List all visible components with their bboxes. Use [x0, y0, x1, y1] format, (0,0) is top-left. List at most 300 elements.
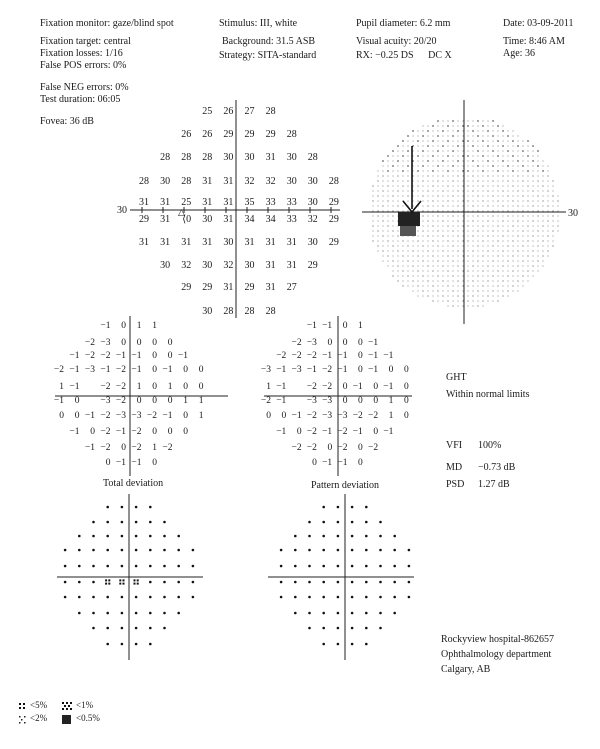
grayscale-stipple — [507, 150, 509, 152]
grayscale-stipple — [463, 191, 464, 192]
grayscale-stipple — [483, 176, 484, 177]
grayscale-stipple — [392, 195, 393, 196]
grayscale-stipple — [438, 191, 439, 192]
total-deviation-value: −1 — [115, 427, 126, 437]
grayscale-stipple — [377, 195, 378, 196]
grayscale-stipple — [488, 256, 489, 257]
grayscale-stipple — [472, 175, 473, 176]
probability-dot — [308, 581, 311, 584]
grayscale-plot — [362, 100, 578, 324]
probability-dot — [106, 596, 109, 599]
grayscale-stipple — [427, 220, 428, 221]
grayscale-stipple — [473, 126, 474, 127]
grayscale-stipple — [398, 151, 399, 152]
grayscale-stipple — [543, 191, 544, 192]
probability-dot — [149, 506, 152, 509]
total-deviation-value: 1 — [183, 396, 188, 406]
sensitivity-value: 25 — [202, 106, 213, 117]
sensitivity-value: 30 — [286, 152, 297, 163]
grayscale-stipple — [432, 240, 433, 241]
grayscale-stipple — [513, 231, 514, 232]
grayscale-stipple — [508, 131, 509, 132]
grayscale-stipple — [497, 270, 498, 271]
grayscale-stipple — [452, 120, 454, 122]
probability-dot — [322, 535, 325, 538]
grayscale-stipple — [383, 261, 384, 262]
grayscale-stipple — [453, 156, 454, 157]
grayscale-stipple — [492, 195, 493, 196]
grayscale-stipple — [418, 166, 419, 167]
grayscale-stipple — [462, 185, 463, 186]
grayscale-stipple — [443, 151, 444, 152]
grayscale-stipple — [448, 161, 449, 162]
grayscale-stipple — [492, 230, 493, 231]
pattern-deviation-value: −2 — [367, 443, 379, 453]
grayscale-stipple — [533, 241, 534, 242]
grayscale-stipple — [478, 176, 479, 177]
grayscale-stipple — [458, 211, 459, 212]
grayscale-stipple — [548, 196, 549, 197]
sensitivity-value: 28 — [223, 306, 234, 317]
probability-dot — [308, 521, 311, 524]
grayscale-stipple — [487, 235, 488, 236]
grayscale-stipple — [423, 206, 424, 207]
probability-symbol-lt5 — [134, 583, 136, 585]
grayscale-stipple — [518, 216, 519, 217]
grayscale-stipple — [477, 290, 478, 291]
total-deviation-value: −2 — [115, 382, 126, 392]
pattern-deviation-value: 0 — [358, 338, 363, 348]
pattern-deviation-value: −1 — [337, 351, 348, 361]
grayscale-stipple — [392, 230, 393, 231]
grayscale-stipple — [428, 126, 429, 127]
total-deviation-value: −2 — [131, 427, 142, 437]
grayscale-stipple — [473, 216, 474, 217]
total-deviation-value: 0 — [198, 382, 204, 392]
grayscale-stipple — [503, 166, 504, 167]
grayscale-stipple — [453, 186, 454, 187]
grayscale-stipple — [472, 280, 473, 281]
grayscale-stipple — [433, 216, 434, 217]
grayscale-stipple — [453, 301, 454, 302]
probability-dot — [106, 627, 109, 630]
pattern-deviation-value: 0 — [296, 427, 302, 437]
pattern-deviation-value: −3 — [260, 365, 271, 375]
pattern-deviation-value: −1 — [367, 365, 379, 375]
grayscale-stipple — [478, 221, 479, 222]
grayscale-stipple — [403, 261, 404, 262]
grayscale-stipple — [417, 170, 419, 172]
grayscale-stipple — [417, 285, 418, 286]
grayscale-stipple — [427, 205, 428, 206]
grayscale-stipple — [502, 190, 503, 191]
grayscale-stipple — [448, 211, 449, 212]
grayscale-stipple — [507, 245, 508, 246]
pattern-deviation-value: −1 — [367, 351, 379, 361]
grayscale-stipple — [438, 281, 439, 282]
probability-dot — [337, 565, 340, 568]
ght-title: GHT — [446, 372, 467, 383]
grayscale-stipple — [508, 146, 509, 147]
grayscale-stipple — [508, 186, 509, 187]
grayscale-stipple — [443, 216, 444, 217]
grayscale-stipple — [498, 266, 499, 267]
probability-dot — [92, 549, 95, 552]
probability-dot — [135, 612, 138, 615]
grayscale-stipple — [482, 240, 483, 241]
sensitivity-value: 30 — [202, 306, 213, 317]
grayscale-stipple — [403, 196, 404, 197]
grayscale-stipple — [493, 161, 494, 162]
grayscale-stipple — [383, 246, 384, 247]
grayscale-stipple — [393, 266, 394, 267]
grayscale-stipple — [498, 211, 499, 212]
grayscale-stipple — [468, 266, 469, 267]
grayscale-stipple — [438, 251, 439, 252]
total-deviation-value: −2 — [115, 365, 126, 375]
grayscale-stipple — [537, 210, 538, 211]
grayscale-stipple — [398, 256, 399, 257]
grayscale-stipple — [478, 281, 479, 282]
grayscale-stipple — [487, 175, 488, 176]
grayscale-stipple — [538, 171, 539, 172]
grayscale-stipple — [512, 200, 513, 201]
probability-dot — [408, 549, 411, 552]
grayscale-stipple — [513, 151, 514, 152]
grayscale-stipple — [503, 261, 504, 262]
grayscale-stipple — [402, 285, 403, 286]
grayscale-stipple — [388, 231, 389, 232]
probability-dot — [393, 549, 396, 552]
grayscale-stipple — [508, 171, 509, 172]
grayscale-stipple — [423, 241, 424, 242]
grayscale-stipple — [503, 246, 504, 247]
grayscale-stipple — [428, 141, 429, 142]
grayscale-stipple — [503, 211, 504, 212]
grayscale-stipple — [527, 240, 528, 241]
grayscale-stipple — [392, 260, 393, 261]
grayscale-stipple — [467, 125, 469, 127]
grayscale-stipple — [527, 200, 528, 201]
pattern-deviation-value: −2 — [306, 351, 317, 361]
total-deviation-value: −1 — [100, 365, 111, 375]
grayscale-stipple — [463, 261, 464, 262]
grayscale-stipple — [437, 210, 438, 211]
pattern-deviation-value: −2 — [322, 382, 333, 392]
sensitivity-value: 31 — [202, 176, 213, 187]
grayscale-stipple — [463, 291, 464, 292]
grayscale-stipple — [503, 226, 504, 227]
grayscale-stipple — [463, 246, 464, 247]
probability-dot — [351, 627, 354, 630]
grayscale-stipple — [493, 131, 494, 132]
sensitivity-value: 28 — [181, 152, 192, 163]
grayscale-stipple — [428, 196, 429, 197]
grayscale-stipple — [533, 196, 534, 197]
grayscale-stipple — [432, 225, 433, 226]
grayscale-stipple — [487, 205, 488, 206]
grayscale-stipple — [488, 246, 489, 247]
sensitivity-value: 28 — [181, 176, 192, 187]
grayscale-stipple — [508, 226, 509, 227]
sensitivity-value: 29 — [139, 214, 149, 225]
grayscale-stipple — [487, 265, 488, 266]
grayscale-stipple — [538, 186, 539, 187]
grayscale-stipple — [428, 226, 429, 227]
grayscale-stipple — [438, 241, 439, 242]
sensitivity-value: 28 — [286, 129, 297, 140]
sensitivity-value: 29 — [244, 129, 255, 140]
probability-dot — [408, 581, 411, 584]
test-duration: Test duration: 06:05 — [40, 94, 121, 105]
grayscale-stipple — [423, 131, 424, 132]
grayscale-stipple — [543, 196, 544, 197]
sensitivity-value: 29 — [202, 282, 213, 293]
sensitivity-value: 33 — [286, 197, 297, 208]
probability-dot — [177, 612, 180, 615]
grayscale-stipple — [468, 306, 469, 307]
probability-dot — [379, 612, 382, 615]
probability-dot — [78, 549, 81, 552]
grayscale-stipple — [403, 246, 404, 247]
grayscale-stipple — [502, 220, 503, 221]
grayscale-stipple — [478, 286, 479, 287]
grayscale-stipple — [473, 121, 474, 122]
probability-dot — [408, 596, 411, 599]
grayscale-stipple — [443, 301, 444, 302]
grayscale-stipple — [413, 286, 414, 287]
grayscale-stipple — [538, 221, 539, 222]
grayscale-stipple — [398, 211, 399, 212]
grayscale-stipple — [528, 211, 529, 212]
grayscale-stipple — [388, 261, 389, 262]
grayscale-stipple — [393, 251, 394, 252]
grayscale-stipple — [528, 181, 529, 182]
grayscale-stipple — [448, 236, 449, 237]
probability-dot — [177, 596, 180, 599]
grayscale-stipple — [442, 175, 443, 176]
institution — [441, 632, 554, 677]
grayscale-stipple — [392, 215, 393, 216]
stimulus: Stimulus: III, white — [219, 18, 298, 29]
grayscale-stipple — [428, 216, 429, 217]
probability-dot — [78, 535, 81, 538]
grayscale-stipple — [458, 241, 459, 242]
grayscale-stipple — [507, 135, 509, 137]
grayscale-stipple — [408, 176, 409, 177]
pattern-deviation-value: −2 — [291, 338, 302, 348]
probability-dot — [177, 535, 180, 538]
grayscale-stipple — [453, 126, 454, 127]
grayscale-stipple — [453, 256, 454, 257]
grayscale-stipple — [508, 241, 509, 242]
grayscale-stipple — [503, 126, 504, 127]
grayscale-stipple — [518, 211, 519, 212]
grayscale-stipple — [468, 236, 469, 237]
grayscale-stipple — [442, 265, 443, 266]
grayscale-stipple — [388, 216, 389, 217]
grayscale-stipple — [483, 136, 484, 137]
pattern-deviation-value: −1 — [322, 458, 333, 468]
grayscale-stipple — [433, 291, 434, 292]
grayscale-stipple — [518, 196, 519, 197]
grayscale-stipple — [393, 171, 394, 172]
probability-dot — [379, 627, 382, 630]
grayscale-stipple — [433, 246, 434, 247]
grayscale-stipple — [552, 245, 553, 246]
grayscale-stipple — [463, 181, 464, 182]
grayscale-stipple — [523, 186, 524, 187]
grayscale-stipple — [448, 261, 449, 262]
grayscale-stipple — [378, 221, 379, 222]
sensitivity-value: 29 — [244, 282, 255, 293]
grayscale-stipple — [442, 250, 443, 251]
grayscale-stipple — [513, 181, 514, 182]
grayscale-stipple — [493, 281, 494, 282]
grayscale-stipple — [447, 270, 448, 271]
grayscale-stipple — [472, 235, 473, 236]
probability-dot — [294, 549, 297, 552]
grayscale-stipple — [442, 205, 443, 206]
grayscale-stipple — [543, 231, 544, 232]
grayscale-stipple — [422, 165, 424, 167]
probability-dot — [337, 521, 340, 524]
grayscale-stipple — [483, 281, 484, 282]
total-deviation-value: −1 — [69, 365, 80, 375]
grayscale-stipple — [412, 280, 413, 281]
grayscale-stipple — [547, 250, 548, 251]
grayscale-stipple — [538, 241, 539, 242]
sensitivity-value: 31 — [223, 282, 234, 293]
grayscale-stipple — [478, 301, 479, 302]
grayscale-stipple — [537, 150, 539, 152]
total-deviation-value: −1 — [115, 351, 126, 361]
grayscale-stipple — [423, 156, 424, 157]
sensitivity-value: 29 — [328, 214, 339, 225]
grayscale-stipple — [493, 266, 494, 267]
grayscale-stipple — [458, 186, 459, 187]
grayscale-stipple — [383, 231, 384, 232]
grayscale-stipple — [428, 261, 429, 262]
grayscale-stipple — [433, 136, 434, 137]
grayscale-stipple — [527, 270, 528, 271]
grayscale-stipple — [557, 225, 558, 226]
grayscale-stipple — [393, 236, 394, 237]
grayscale-stipple — [508, 141, 509, 142]
grayscale-stipple — [538, 236, 539, 237]
grayscale-stipple — [472, 160, 474, 162]
grayscale-stipple — [433, 276, 434, 277]
grayscale-stipple — [483, 181, 484, 182]
probability-dot — [135, 535, 138, 538]
probability-dot — [351, 565, 354, 568]
grayscale-stipple — [427, 175, 428, 176]
sensitivity-value: 30 — [307, 176, 318, 187]
grayscale-stipple — [458, 286, 459, 287]
grayscale-stipple — [473, 286, 474, 287]
grayscale-stipple — [388, 181, 389, 182]
probability-dot — [322, 596, 325, 599]
probability-dot — [64, 596, 67, 599]
grayscale-stipple — [403, 146, 404, 147]
sensitivity-value: 31 — [139, 197, 149, 208]
grayscale-stipple — [388, 166, 389, 167]
probability-dot — [393, 596, 396, 599]
pattern-deviation-value: 0 — [373, 427, 379, 437]
grayscale-stipple — [453, 146, 454, 147]
sensitivity-value: 29 — [328, 197, 339, 208]
grayscale-stipple — [518, 186, 519, 187]
probability-dot — [365, 549, 368, 552]
sensitivity-value: 32 — [223, 260, 234, 271]
grayscale-stipple — [488, 166, 489, 167]
grayscale-stipple — [533, 226, 534, 227]
total-deviation-value: 0 — [59, 411, 64, 421]
grayscale-stipple — [553, 206, 554, 207]
sensitivity-value: 28 — [139, 176, 149, 187]
grayscale-stipple — [543, 246, 544, 247]
grayscale-stipple — [447, 300, 448, 301]
sensitivity-value: 32 — [181, 260, 192, 271]
grayscale-stipple — [468, 211, 469, 212]
grayscale-stipple — [477, 180, 478, 181]
grayscale-stipple — [437, 195, 438, 196]
probability-dot — [351, 521, 354, 524]
grayscale-stipple — [438, 161, 439, 162]
probability-dot — [379, 596, 382, 599]
grayscale-stipple — [502, 235, 503, 236]
grayscale-stipple — [448, 181, 449, 182]
grayscale-stipple — [393, 156, 394, 157]
grayscale-stipple — [443, 196, 444, 197]
grayscale-stipple — [542, 170, 544, 172]
grayscale-stipple — [377, 245, 378, 246]
grayscale-stipple — [397, 250, 398, 251]
background: Background: 31.5 ASB — [222, 36, 316, 47]
grayscale-stipple — [507, 290, 508, 291]
grayscale-stipple — [503, 156, 504, 157]
grayscale-stipple — [518, 181, 519, 182]
sensitivity-value: 26 — [181, 129, 192, 140]
grayscale-stipple — [402, 255, 403, 256]
grayscale-stipple — [452, 230, 453, 231]
time: Time: 8:46 AM — [503, 36, 565, 47]
grayscale-stipple — [418, 181, 419, 182]
probability-dot — [149, 612, 152, 615]
grayscale-stipple — [468, 131, 469, 132]
probability-dot — [135, 596, 138, 599]
grayscale-stipple — [442, 295, 443, 296]
grayscale-stipple — [423, 126, 424, 127]
sensitivity-value: 26 — [202, 129, 213, 140]
total-deviation-value: −2 — [131, 443, 142, 453]
grayscale-stipple — [498, 296, 499, 297]
grayscale-stipple — [498, 231, 499, 232]
grayscale-stipple — [487, 190, 488, 191]
grayscale-stipple — [493, 296, 494, 297]
grayscale-stipple — [463, 161, 464, 162]
grayscale-stipple — [463, 216, 464, 217]
grayscale-stipple — [428, 271, 429, 272]
fovea: Fovea: 36 dB — [40, 116, 94, 127]
pattern-deviation-value: −3 — [322, 411, 333, 421]
pattern-deviation-value: 0 — [342, 382, 348, 392]
grayscale-stipple — [403, 181, 404, 182]
grayscale-stipple — [543, 176, 544, 177]
probability-dot — [163, 627, 166, 630]
grayscale-stipple — [383, 201, 384, 202]
total-deviation-value: −1 — [84, 411, 95, 421]
